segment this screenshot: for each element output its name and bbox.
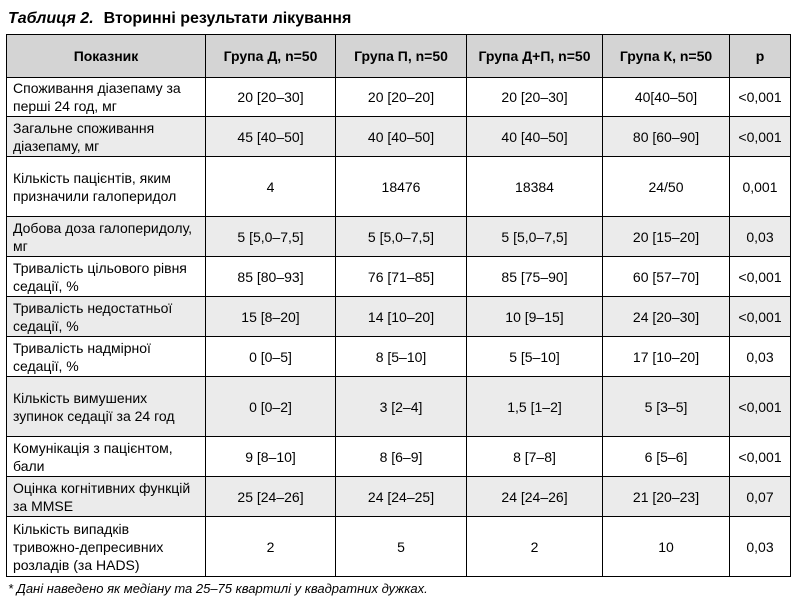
group-p-cell: 3 [2–4] (336, 377, 467, 437)
indicator-cell: Оцінка когнітивних функцій за MMSE (7, 477, 206, 517)
group-d-cell: 20 [20–30] (206, 78, 336, 117)
column-header-group-dp: Група Д+П, n=50 (467, 35, 603, 78)
table-row (7, 157, 791, 217)
group-k-cell: 60 [57–70] (603, 257, 730, 297)
group-k-cell: 40[40–50] (603, 78, 730, 117)
table-number: Таблиця 2. (8, 10, 94, 27)
group-k-cell: 17 [10–20] (603, 337, 730, 377)
group-dp-cell: 20 [20–30] (467, 78, 603, 117)
indicator-cell: Споживання діазепаму за перші 24 год, мг (7, 78, 206, 117)
group-p-cell: 24 [24–25] (336, 477, 467, 517)
group-k-cell: 10 (603, 517, 730, 577)
group-dp-cell: 24 [24–26] (467, 477, 603, 517)
group-dp-cell: 8 [7–8] (467, 437, 603, 477)
table-caption (8, 6, 351, 32)
indicator-cell: Добова доза галоперидолу, мг (7, 217, 206, 257)
indicator-cell: Кількість вимушених зупинок седації за 24 год (7, 377, 206, 437)
p-value-cell: 0,03 (730, 337, 791, 377)
group-k-cell: 20 [15–20] (603, 217, 730, 257)
group-p-cell: 76 [71–85] (336, 257, 467, 297)
group-p-cell: 40 [40–50] (336, 117, 467, 157)
group-dp-cell: 40 [40–50] (467, 117, 603, 157)
table-row (7, 297, 791, 337)
group-d-cell: 0 [0–5] (206, 337, 336, 377)
table-title: Вторинні результати лікування (103, 10, 352, 27)
group-k-cell: 21 [20–23] (603, 477, 730, 517)
table-row (7, 78, 791, 117)
p-value-cell: <0,001 (730, 437, 791, 477)
group-dp-cell: 10 [9–15] (467, 297, 603, 337)
p-value-cell: <0,001 (730, 377, 791, 437)
p-value-cell: <0,001 (730, 117, 791, 157)
indicator-cell: Комунікація з пацієнтом, бали (7, 437, 206, 477)
indicator-cell: Тривалість недостатньої седації, % (7, 297, 206, 337)
group-p-cell: 5 [5,0–7,5] (336, 217, 467, 257)
table-row (7, 437, 791, 477)
group-dp-cell: 2 (467, 517, 603, 577)
indicator-cell: Тривалість надмірної седації, % (7, 337, 206, 377)
group-k-cell: 6 [5–6] (603, 437, 730, 477)
results-table (6, 34, 791, 577)
column-header-group-p: Група П, n=50 (336, 35, 467, 78)
group-k-cell: 24 [20–30] (603, 297, 730, 337)
group-dp-cell: 1,5 [1–2] (467, 377, 603, 437)
table-row (7, 337, 791, 377)
p-value-cell: <0,001 (730, 297, 791, 337)
group-d-cell: 4 (206, 157, 336, 217)
group-d-cell: 25 [24–26] (206, 477, 336, 517)
indicator-cell: Кількість випадків тривожно-депресивних розладів (за HADS) (7, 517, 206, 577)
group-p-cell: 14 [10–20] (336, 297, 467, 337)
p-value-cell: <0,001 (730, 78, 791, 117)
group-dp-cell: 5 [5–10] (467, 337, 603, 377)
table-row (7, 377, 791, 437)
table-row (7, 477, 791, 517)
indicator-cell: Тривалість цільового рівня седації, % (7, 257, 206, 297)
table-row (7, 217, 791, 257)
group-d-cell: 5 [5,0–7,5] (206, 217, 336, 257)
indicator-cell: Кількість пацієнтів, яким призначили галоперидол (7, 157, 206, 217)
group-d-cell: 2 (206, 517, 336, 577)
p-value-cell: 0,001 (730, 157, 791, 217)
table-row (7, 257, 791, 297)
column-header-group-k: Група К, n=50 (603, 35, 730, 78)
group-p-cell: 20 [20–20] (336, 78, 467, 117)
p-value-cell: 0,07 (730, 477, 791, 517)
group-d-cell: 15 [8–20] (206, 297, 336, 337)
group-k-cell: 80 [60–90] (603, 117, 730, 157)
header-row (7, 35, 791, 78)
table-footnote: * Дані наведено як медіану та 25–75 квартилі у квадратних дужках. (8, 581, 428, 596)
group-d-cell: 9 [8–10] (206, 437, 336, 477)
group-p-cell: 5 (336, 517, 467, 577)
p-value-cell: <0,001 (730, 257, 791, 297)
p-value-cell: 0,03 (730, 217, 791, 257)
table-row (7, 517, 791, 577)
column-header-group-d: Група Д, n=50 (206, 35, 336, 78)
group-p-cell: 18476 (336, 157, 467, 217)
table-row (7, 117, 791, 157)
group-d-cell: 85 [80–93] (206, 257, 336, 297)
group-d-cell: 0 [0–2] (206, 377, 336, 437)
p-value-cell: 0,03 (730, 517, 791, 577)
group-p-cell: 8 [6–9] (336, 437, 467, 477)
column-header-p-value: р (730, 35, 791, 78)
column-header-indicator: Показник (7, 35, 206, 78)
group-k-cell: 5 [3–5] (603, 377, 730, 437)
indicator-cell: Загальне споживання діазепаму, мг (7, 117, 206, 157)
group-k-cell: 24/50 (603, 157, 730, 217)
group-dp-cell: 18384 (467, 157, 603, 217)
group-dp-cell: 5 [5,0–7,5] (467, 217, 603, 257)
group-dp-cell: 85 [75–90] (467, 257, 603, 297)
group-d-cell: 45 [40–50] (206, 117, 336, 157)
group-p-cell: 8 [5–10] (336, 337, 467, 377)
